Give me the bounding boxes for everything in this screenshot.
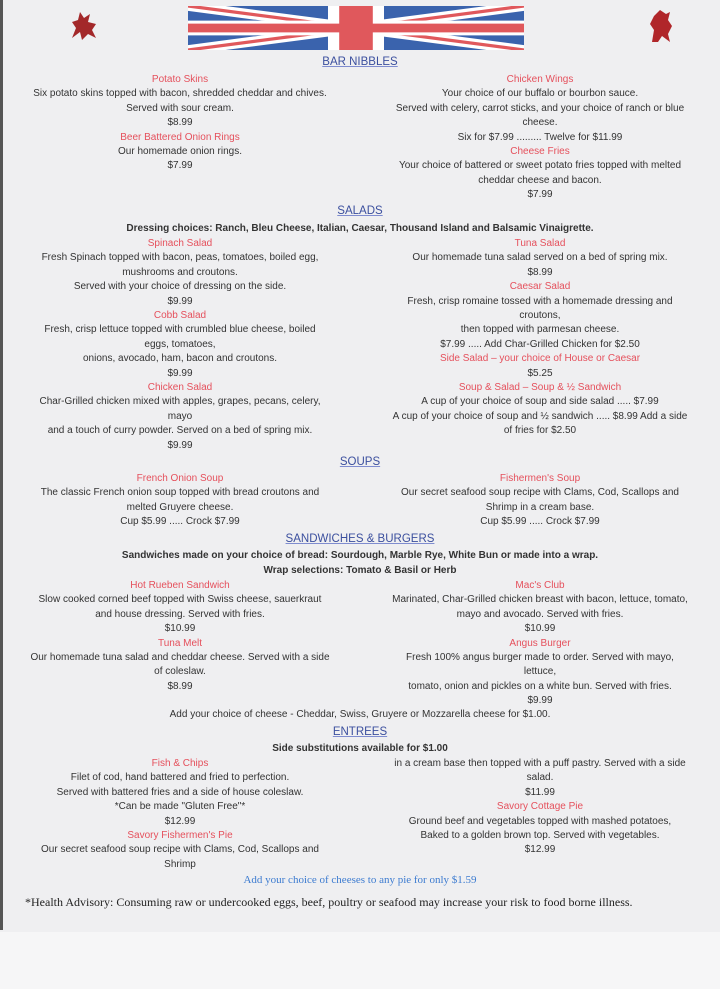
menu-item-description: $9.99 [167,367,193,379]
menu-item-description: Cup $5.99 ..... Crock $7.99 [480,516,600,528]
menu-item-description: *Can be made "Gluten Free"* [114,801,246,813]
menu-item-name: French Onion Soup [136,473,224,484]
page-margin [0,932,720,989]
menu-item-description: Fresh, crisp lettuce topped with crumbled blue cheese, boiled [44,324,316,336]
menu-item-description: $8.99 [167,117,193,129]
left-column [0,757,360,872]
red-lion-icon [642,8,678,44]
menu-item-description: Our secret seafood soup recipe with Clams, Cod, Scallops and [41,844,319,856]
section-title-sandwiches [0,533,720,545]
menu-item-description: lettuce, [523,666,557,678]
menu-item-description: A cup of your choice of soup and side salad ..... $7.99 [421,396,659,408]
menu-item-name: Side Salad – your choice of House or Caesar [439,353,641,365]
section-note: Dressing choices: Ranch, Bleu Cheese, Italian, Caesar, Thousand Island and Balsamic Vinaigrette. [126,223,594,234]
section-title-text: SANDWICHES & BURGERS [285,533,435,545]
menu-item-description: $11.99 [525,786,555,798]
menu-item-description: Char-Grilled chicken mixed with apples, grapes, pecans, celery, [39,396,321,408]
menu-item-description: $12.99 [524,844,556,856]
menu-item-description: salad. [526,772,554,784]
section-title-bar-nibbles [0,56,720,68]
menu-item-name: Fishermen's Soup [499,473,581,484]
left-column [0,237,360,453]
section-title-text: BAR NIBBLES [322,56,398,68]
section-footer-note: Add your choice of cheeses to any pie for only $1.59 [243,874,477,886]
menu-item-name: Cobb Salad [153,310,207,322]
menu-item-name: Savory Cottage Pie [496,801,584,813]
right-column [360,579,720,709]
menu-item-description: Six potato skins topped with bacon, shredded cheddar and chives. [33,88,327,100]
menu-item-description: tomato, onion and pickles on a white bun. Served with fries. [408,680,672,692]
menu-item-description: Our homemade onion rings. [118,146,242,158]
menu-item-description: and house dressing. Served with fries. [95,608,265,620]
section-title-entrees [0,726,720,738]
menu-item-description: onions, avocado, ham, bacon and croutons. [82,353,278,365]
menu-item-description: $10.99 [524,623,556,635]
section-note: Side substitutions available for $1.00 [272,743,448,754]
right-column [360,73,720,203]
menu-item-name: Chicken Wings [506,74,574,85]
right-column [360,237,720,439]
menu-item-description: cheese. [522,117,558,129]
menu-item-name: Potato Skins [151,74,209,85]
menu-item-description: cheddar cheese and bacon. [478,174,602,186]
menu-item-description: croutons, [519,310,561,322]
menu-item-description: Six for $7.99 ......... Twelve for $11.99 [457,131,623,143]
section-title-text: SALADS [337,205,383,217]
menu-item-name: Chicken Salad [147,382,213,394]
left-column [0,73,360,174]
menu-item-description: eggs, tomatoes, [144,338,216,350]
menu-item-name: Soup & Salad – Soup & ½ Sandwich [458,382,622,394]
menu-item-description: Served with celery, carrot sticks, and your choice of ranch or blue [395,102,685,114]
menu-item-description: Our homemade tuna salad served on a bed of spring mix. [412,252,668,264]
menu-item-description: mayo and avocado. Served with fries. [456,608,624,620]
menu-item-name: Mac's Club [515,580,565,591]
red-dragon-icon [66,8,102,44]
union-jack-flag-icon [188,6,524,50]
section-title-text: SOUPS [339,456,381,468]
menu-item-description: Shrimp in a cream base. [485,501,595,513]
menu-item-description: Your choice of our buffalo or bourbon sauce. [441,88,639,100]
section-note: Wrap selections: Tomato & Basil or Herb [263,565,457,576]
menu-item-description: melted Gruyere cheese. [126,501,234,513]
menu-item-description: $9.99 [167,295,193,307]
menu-item-description: $8.99 [167,680,193,692]
menu-item-description: mayo [167,410,193,422]
menu-item-description: $7.99 ..... Add Char-Grilled Chicken for $2.50 [440,338,640,350]
menu-item-description: Slow cooked corned beef topped with Swiss cheese, sauerkraut [38,594,322,606]
section-note: Sandwiches made on your choice of bread: Sourdough, Marble Rye, White Bun or made into a wrap. [121,550,599,561]
menu-item-description: Marinated, Char-Grilled chicken breast with bacon, lettuce, tomato, [392,594,688,606]
menu-item-description: The classic French onion soup topped with bread croutons and [40,487,320,499]
menu-item-description: $10.99 [164,623,196,635]
left-column [0,472,360,530]
menu-item-description: $8.99 [527,266,553,278]
health-advisory: *Health Advisory: Consuming raw or undercooked eggs, beef, poultry or seafood may increase your risk to food borne illness. [25,895,633,909]
section-title-text: ENTREES [332,726,388,738]
menu-item-description: Our homemade tuna salad and cheddar cheese. Served with a side [30,652,330,664]
menu-item-description: in a cream base then topped with a puff pastry. Served with a side [394,758,686,769]
menu-item-description: Served with battered fries and a side of house coleslaw. [56,786,304,798]
menu-item-description: mushrooms and croutons. [122,266,238,278]
menu-item-name: Beer Battered Onion Rings [120,131,240,143]
menu-item-name: Fish & Chips [151,758,209,769]
menu-item-description: then topped with parmesan cheese. [460,324,620,336]
menu-item-description: Served with your choice of dressing on the side. [73,281,287,293]
menu-item-description: Our secret seafood soup recipe with Clams, Cod, Scallops and [401,487,679,499]
right-column [360,472,720,530]
menu-item-description: and a touch of curry powder. Served on a bed of spring mix. [47,425,313,437]
menu-item-description: $9.99 [527,695,553,707]
menu-item-description: Baked to a golden brown top. Served with vegetables. [420,830,660,842]
menu-item-description: of fries for $2.50 [503,425,577,437]
menu-item-name: Savory Fishermen's Pie [127,830,233,842]
menu-item-description: of coleslaw. [154,666,206,678]
menu-item-name: Angus Burger [509,637,571,649]
menu-item-description: Cup $5.99 ..... Crock $7.99 [120,516,240,528]
section-title-salads [0,205,720,217]
menu-item-description: $12.99 [164,815,196,827]
menu-item-description: $5.25 [527,367,553,379]
menu-item-name: Tuna Salad [514,238,566,249]
menu-item-description: $9.99 [167,439,193,451]
section-footer-note: Add your choice of cheese - Cheddar, Swiss, Gruyere or Mozzarella cheese for $1.00. [169,709,551,720]
menu-item-name: Cheese Fries [510,146,570,158]
menu-item-name: Caesar Salad [509,281,571,293]
menu-item-description: $7.99 [527,189,553,201]
menu-item-name: Hot Rueben Sandwich [130,580,230,591]
right-column [360,757,720,858]
menu-item-description: Fresh 100% angus burger made to order. Served with mayo, [406,652,674,664]
menu-item-name: Tuna Melt [157,637,203,649]
left-column [0,579,360,694]
menu-item-description: Served with sour cream. [126,102,234,114]
menu-item-description: Filet of cod, hand battered and fried to perfection. [70,772,290,784]
section-title-soups [0,456,720,468]
menu-item-description: $7.99 [167,160,193,172]
menu-item-description: Fresh Spinach topped with bacon, peas, tomatoes, boiled egg, [41,252,319,264]
menu-item-description: Your choice of battered or sweet potato fries topped with melted [398,160,682,172]
menu-item-description: Shrimp [164,858,196,870]
menu-item-description: Ground beef and vegetables topped with mashed potatoes, [408,815,672,827]
menu-item-description: Fresh, crisp romaine tossed with a homemade dressing and [407,295,673,307]
menu-item-name: Spinach Salad [147,238,213,249]
menu-item-description: A cup of your choice of soup and ½ sandwich ..... $8.99 Add a side [392,410,688,422]
